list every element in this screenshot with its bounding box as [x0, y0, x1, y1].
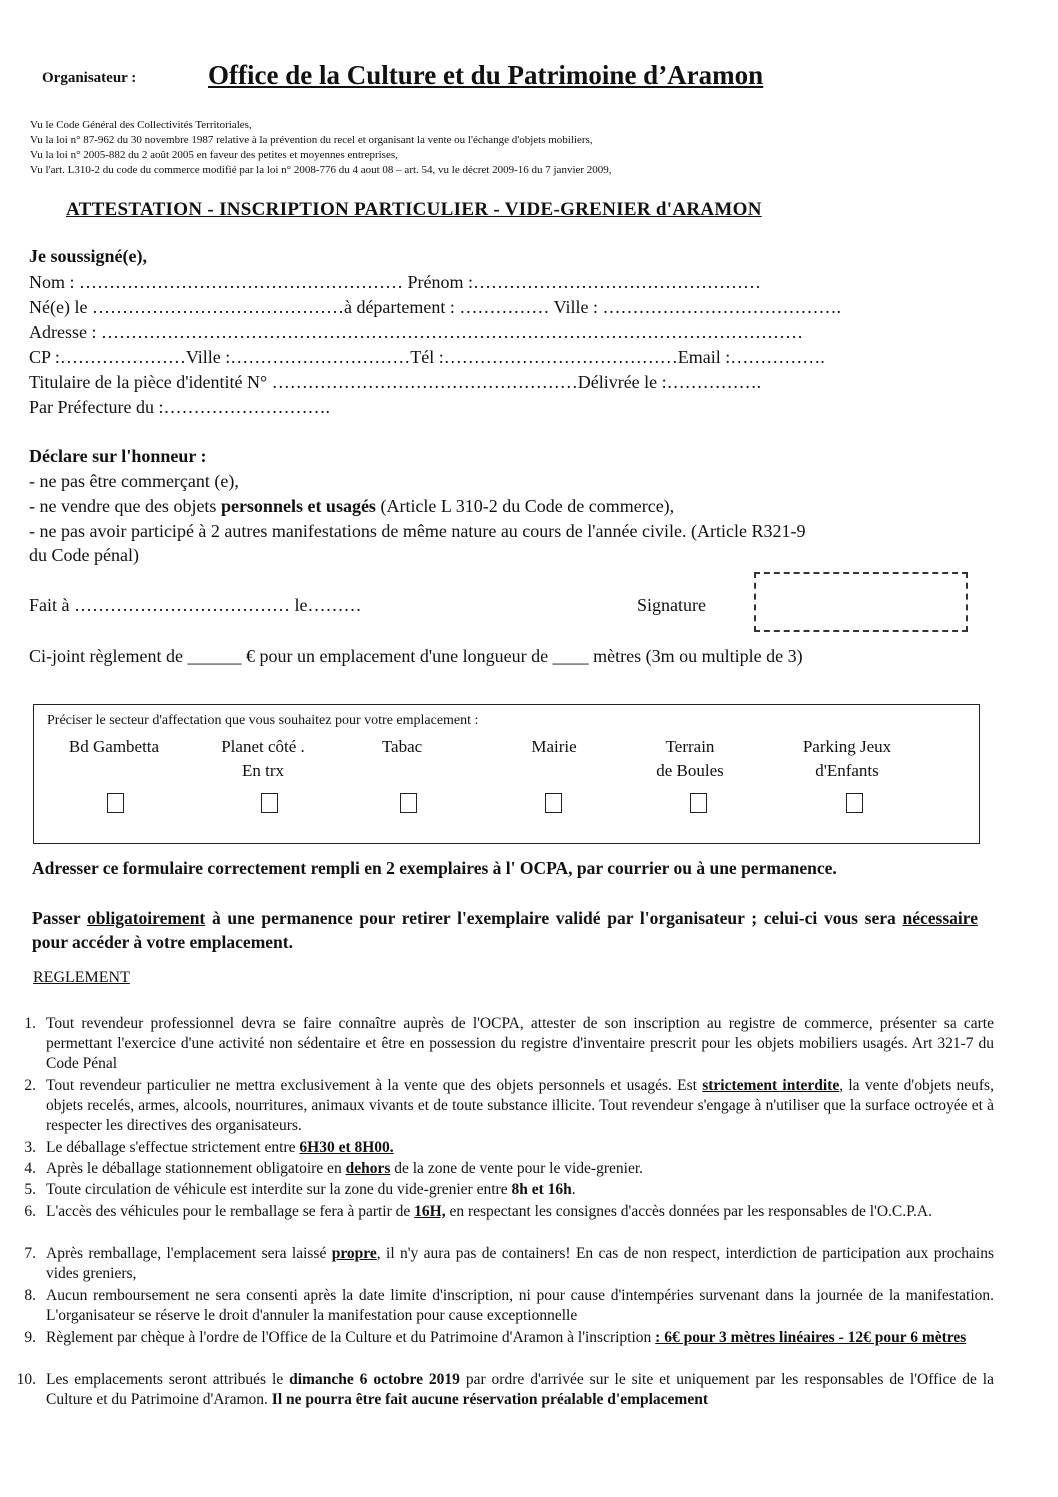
- payment-line[interactable]: Ci-joint règlement de ______ € pour un emplacement d'une longueur de ____ mètres (3m ou multiple de 3): [29, 646, 803, 666]
- form-title: ATTESTATION - INSCRIPTION PARTICULIER - VIDE-GRENIER d'ARAMON: [66, 199, 762, 220]
- organizer-name: Office de la Culture et du Patrimoine d’Aramon: [208, 60, 764, 90]
- checkbox-tabac[interactable]: [400, 793, 417, 813]
- identity-id-line[interactable]: Titulaire de la pièce d'identité N° ……………………………………………Délivrée le :…………….: [29, 372, 762, 392]
- checkbox-planet[interactable]: [261, 793, 278, 813]
- identity-prefecture-line[interactable]: Par Préfecture du :……………………….: [29, 397, 330, 417]
- checkbox-mairie[interactable]: [545, 793, 562, 813]
- identity-name-line[interactable]: Nom : ……………………………………………… Prénom :…………………………………………: [29, 272, 761, 292]
- checkbox-gambetta[interactable]: [107, 793, 124, 813]
- sector-option-tabac: Tabac: [381, 737, 423, 756]
- checkbox-parking-jeux[interactable]: [846, 793, 863, 813]
- identity-birth-line[interactable]: Né(e) le ……………………………………à département : …………… Ville : ………………………………….: [29, 297, 841, 317]
- sector-option-mairie: Mairie: [531, 737, 577, 756]
- legal-ref-2: Vu la loi n° 87-962 du 30 novembre 1987 relative à la prévention du recel et organisant la vente ou l'échange d'objets mobiliers,: [30, 134, 593, 146]
- sector-option-planet: Planet côté . En trx: [221, 737, 305, 780]
- identity-contact-line[interactable]: CP :…………………Ville :…………………………Tél :…………………………………Email :…………….: [29, 347, 825, 367]
- declaration-item-3-cont: du Code pénal): [29, 545, 139, 565]
- organizer-label: Organisateur :: [42, 70, 137, 86]
- sector-option-terrain-boules: Terrain de Boules: [656, 737, 724, 780]
- declaration-item-2: - ne vendre que des objets personnels et usagés (Article L 310-2 du Code de commerce),: [29, 496, 675, 516]
- checkbox-terrain-boules[interactable]: [690, 793, 707, 813]
- signature-label: Signature: [637, 595, 706, 615]
- reglement-title: REGLEMENT: [33, 969, 130, 986]
- identity-heading: Je soussigné(e),: [29, 246, 147, 266]
- legal-ref-1: Vu le Code Général des Collectivités Territoriales,: [30, 119, 252, 131]
- identity-address-line[interactable]: Adresse : ………………………………………………………………………………………………………: [29, 322, 803, 342]
- declaration-item-3: - ne pas avoir participé à 2 autres manifestations de même nature au cours de l'année civile. (Article R321-9: [29, 521, 806, 541]
- fait-a-line[interactable]: Fait à ……………………………… le………: [29, 595, 362, 615]
- notice-permanence: Passer obligatoirement à une permanence pour retirer l'exemplaire validé par l'organisateur ; celui-ci vous sera nécessaire pour accéder à votre emplacement.: [32, 908, 978, 952]
- notice-send-form: Adresser ce formulaire correctement rempli en 2 exemplaires à l' OCPA, par courrier ou à une permanence.: [32, 858, 837, 878]
- signature-box[interactable]: [754, 572, 968, 632]
- declaration-item-1: - ne pas être commerçant (e),: [29, 471, 239, 491]
- sector-option-gambetta: Bd Gambetta: [68, 737, 160, 756]
- sector-option-parking-jeux: Parking Jeux d'Enfants: [802, 737, 892, 780]
- sector-note: Préciser le secteur d'affectation que vous souhaitez pour votre emplacement :: [47, 713, 479, 728]
- declaration-heading: Déclare sur l'honneur :: [29, 446, 207, 466]
- legal-ref-3: Vu la loi n° 2005-882 du 2 août 2005 en faveur des petites et moyennes entreprises,: [30, 149, 398, 161]
- sector-selection-box: [33, 704, 980, 844]
- legal-ref-4: Vu l'art. L310-2 du code du commerce modifié par la loi n° 2008-776 du 4 aout 08 – art. 54, vu le décret 2009-16 du 7 janvier 2009,: [30, 164, 612, 176]
